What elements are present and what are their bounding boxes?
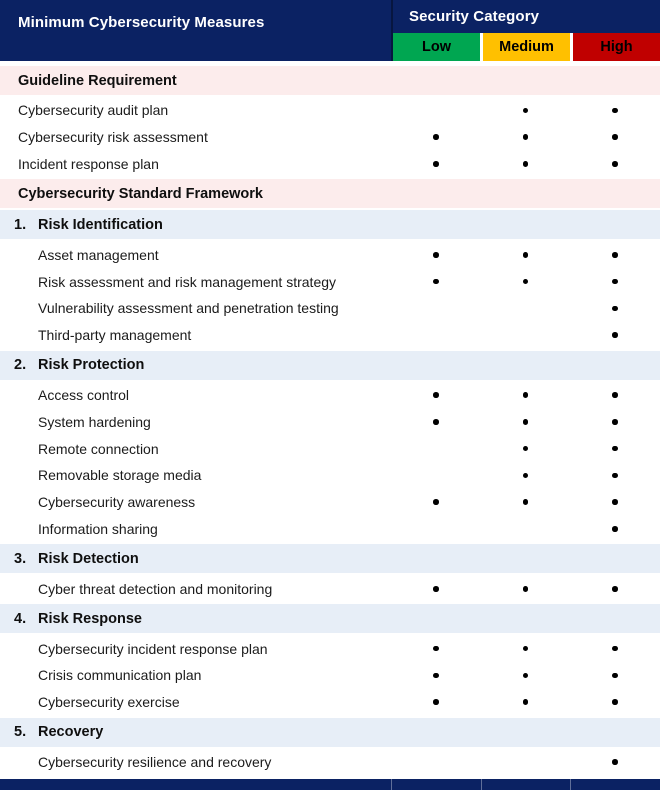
mark-cell-high xyxy=(570,749,660,776)
bullet-dot-icon xyxy=(523,279,529,285)
mark-cell-high xyxy=(570,489,660,516)
section-title: Risk Detection xyxy=(38,550,139,567)
section-header xyxy=(0,544,660,573)
measure-row xyxy=(0,516,660,543)
footer-cell xyxy=(570,779,660,790)
measure-label: Access control xyxy=(38,386,130,403)
mark-cell-medium xyxy=(481,124,571,151)
bullet-dot-icon xyxy=(612,108,618,114)
mark-cell-medium xyxy=(481,635,571,662)
mark-cell-medium xyxy=(481,575,571,602)
measure-label: Risk assessment and risk management strategy xyxy=(38,273,337,290)
bullet-dot-icon xyxy=(523,392,529,398)
measure-label: Vulnerability assessment and penetration testing xyxy=(38,300,339,317)
bullet-dot-icon xyxy=(433,419,439,425)
section-header xyxy=(0,66,660,95)
bullet-dot-icon xyxy=(612,646,618,652)
bullet-dot-icon xyxy=(433,134,439,140)
measure-label: Remote connection xyxy=(38,440,159,457)
category-chip-medium: Medium xyxy=(483,33,570,61)
section-number: 5. xyxy=(14,724,27,741)
mark-cell-high xyxy=(570,268,660,295)
bullet-dot-icon xyxy=(523,646,529,652)
measure-label: Cybersecurity resilience and recovery xyxy=(38,753,272,770)
mark-cell-low xyxy=(391,97,481,124)
mark-cell-medium xyxy=(481,435,571,462)
bullet-dot-icon xyxy=(612,279,618,285)
measure-row xyxy=(0,268,660,295)
footer-bar xyxy=(0,779,660,790)
bullet-dot-icon xyxy=(433,279,439,285)
mark-cell-medium xyxy=(481,689,571,716)
mark-cell-medium xyxy=(481,151,571,178)
bullet-dot-icon xyxy=(433,673,439,679)
measure-row xyxy=(0,408,660,435)
bullet-dot-icon xyxy=(523,252,529,258)
measure-row xyxy=(0,462,660,489)
mark-cell-medium xyxy=(481,241,571,268)
section-title: Risk Protection xyxy=(38,357,145,374)
mark-cell-low xyxy=(391,516,481,543)
mark-cell-high xyxy=(570,689,660,716)
footer-cell xyxy=(391,779,481,790)
measure-row xyxy=(0,435,660,462)
mark-cell-high xyxy=(570,462,660,489)
mark-cell-high xyxy=(570,295,660,322)
section-title: Cybersecurity Standard Framework xyxy=(18,185,263,202)
mark-cell-medium xyxy=(481,516,571,543)
section-header xyxy=(0,718,660,747)
mark-cell-medium xyxy=(481,97,571,124)
mark-cell-high xyxy=(570,408,660,435)
bullet-dot-icon xyxy=(612,673,618,679)
section-number: 3. xyxy=(14,550,27,567)
measure-row xyxy=(0,295,660,322)
measure-row xyxy=(0,635,660,662)
bullet-dot-icon xyxy=(523,586,529,592)
mark-cell-medium xyxy=(481,268,571,295)
table-body xyxy=(0,66,660,775)
mark-cell-high xyxy=(570,575,660,602)
mark-cell-low xyxy=(391,749,481,776)
section-title: Risk Identification xyxy=(38,216,163,233)
bullet-dot-icon xyxy=(612,759,618,765)
mark-cell-high xyxy=(570,97,660,124)
bullet-dot-icon xyxy=(523,161,529,167)
mark-cell-high xyxy=(570,435,660,462)
measure-row xyxy=(0,689,660,716)
mark-cell-medium xyxy=(481,322,571,349)
bullet-dot-icon xyxy=(433,699,439,705)
security-category-header xyxy=(391,0,660,61)
mark-cell-medium xyxy=(481,662,571,689)
mark-cell-low xyxy=(391,382,481,409)
mark-cell-high xyxy=(570,124,660,151)
bullet-dot-icon xyxy=(612,419,618,425)
section-title: Guideline Requirement xyxy=(18,72,177,89)
measure-row xyxy=(0,382,660,409)
mark-cell-medium xyxy=(481,295,571,322)
section-header xyxy=(0,210,660,239)
mark-cell-medium xyxy=(481,382,571,409)
bullet-dot-icon xyxy=(612,446,618,452)
mark-cell-high xyxy=(570,241,660,268)
mark-cell-medium xyxy=(481,749,571,776)
mark-cell-low xyxy=(391,435,481,462)
measure-label: Cyber threat detection and monitoring xyxy=(38,580,273,597)
section-title: Risk Response xyxy=(38,610,142,627)
mark-cell-low xyxy=(391,575,481,602)
measure-label: Asset management xyxy=(38,246,159,263)
footer-cell xyxy=(481,779,571,790)
bullet-dot-icon xyxy=(612,134,618,140)
measure-label: Cybersecurity audit plan xyxy=(18,102,169,119)
bullet-dot-icon xyxy=(433,499,439,505)
bullet-dot-icon xyxy=(523,446,529,452)
section-number: 2. xyxy=(14,357,27,374)
measure-label: Crisis communication plan xyxy=(38,667,202,684)
measure-label: Cybersecurity awareness xyxy=(38,494,196,511)
measure-row xyxy=(0,322,660,349)
measure-label: Cybersecurity exercise xyxy=(38,694,180,711)
category-chip-low: Low xyxy=(393,33,480,61)
mark-cell-low xyxy=(391,689,481,716)
mark-cell-low xyxy=(391,268,481,295)
mark-cell-high xyxy=(570,382,660,409)
mark-cell-low xyxy=(391,408,481,435)
bullet-dot-icon xyxy=(433,161,439,167)
measure-label: Third-party management xyxy=(38,327,192,344)
measure-row xyxy=(0,151,660,178)
mark-cell-low xyxy=(391,151,481,178)
bullet-dot-icon xyxy=(523,699,529,705)
section-header xyxy=(0,604,660,633)
mark-cell-low xyxy=(391,124,481,151)
bullet-dot-icon xyxy=(523,673,529,679)
measure-row xyxy=(0,662,660,689)
mark-cell-high xyxy=(570,322,660,349)
measure-row xyxy=(0,749,660,776)
bullet-dot-icon xyxy=(612,473,618,479)
measure-label: Cybersecurity incident response plan xyxy=(38,640,268,657)
measure-label: System hardening xyxy=(38,413,151,430)
bullet-dot-icon xyxy=(612,586,618,592)
bullet-dot-icon xyxy=(523,419,529,425)
measure-row xyxy=(0,97,660,124)
bullet-dot-icon xyxy=(612,252,618,258)
bullet-dot-icon xyxy=(612,499,618,505)
section-header xyxy=(0,179,660,208)
mark-cell-low xyxy=(391,489,481,516)
bullet-dot-icon xyxy=(523,134,529,140)
bullet-dot-icon xyxy=(523,499,529,505)
section-header xyxy=(0,351,660,380)
measure-label: Incident response plan xyxy=(18,155,159,172)
bullet-dot-icon xyxy=(612,306,618,312)
mark-cell-low xyxy=(391,322,481,349)
security-category-label: Security Category xyxy=(409,8,540,25)
table-title: Minimum Cybersecurity Measures xyxy=(0,0,391,61)
measure-row xyxy=(0,489,660,516)
bullet-dot-icon xyxy=(612,392,618,398)
measure-label: Removable storage media xyxy=(38,467,202,484)
table-header xyxy=(0,0,660,61)
bullet-dot-icon xyxy=(612,699,618,705)
mark-cell-low xyxy=(391,662,481,689)
footer-cell xyxy=(0,779,391,790)
measure-row xyxy=(0,575,660,602)
category-chips xyxy=(393,33,660,61)
mark-cell-medium xyxy=(481,489,571,516)
section-number: 4. xyxy=(14,610,27,627)
section-number: 1. xyxy=(14,216,27,233)
mark-cell-high xyxy=(570,151,660,178)
mark-cell-high xyxy=(570,635,660,662)
measure-row xyxy=(0,241,660,268)
bullet-dot-icon xyxy=(433,586,439,592)
mark-cell-low xyxy=(391,635,481,662)
bullet-dot-icon xyxy=(612,332,618,338)
mark-cell-low xyxy=(391,295,481,322)
bullet-dot-icon xyxy=(433,646,439,652)
bullet-dot-icon xyxy=(433,252,439,258)
bullet-dot-icon xyxy=(433,392,439,398)
mark-cell-low xyxy=(391,462,481,489)
bullet-dot-icon xyxy=(523,108,529,114)
mark-cell-medium xyxy=(481,408,571,435)
mark-cell-high xyxy=(570,516,660,543)
bullet-dot-icon xyxy=(612,161,618,167)
section-title: Recovery xyxy=(38,724,104,741)
category-chip-high: High xyxy=(573,33,660,61)
mark-cell-low xyxy=(391,241,481,268)
bullet-dot-icon xyxy=(523,473,529,479)
measure-label: Information sharing xyxy=(38,520,158,537)
mark-cell-medium xyxy=(481,462,571,489)
measure-row xyxy=(0,124,660,151)
mark-cell-high xyxy=(570,662,660,689)
measure-label: Cybersecurity risk assessment xyxy=(18,129,208,146)
bullet-dot-icon xyxy=(612,526,618,532)
